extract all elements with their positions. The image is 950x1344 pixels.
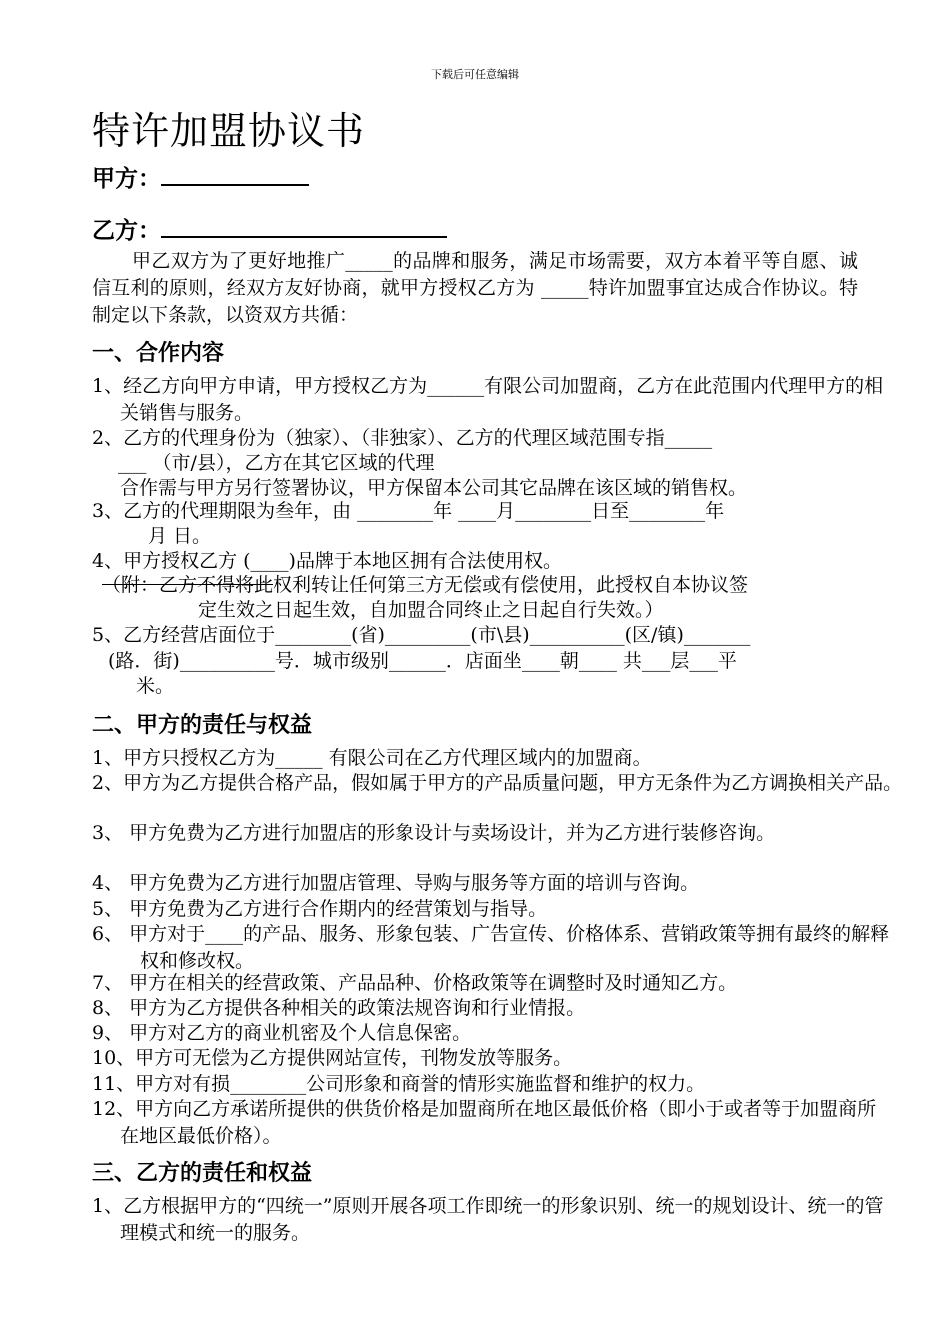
intro-paragraph: 甲乙双方为了更好地推广_____的品牌和服务，满足市场需要，双方本着平等自愿、诚信互利的原则，经双方友好协商，就甲方授权乙方为 _____特许加盟事宜达成合作协议。特制定以下条款，以资双方共循： — [92, 250, 858, 326]
document-title: 特许加盟协议书 — [92, 109, 366, 153]
s1-item-2-line-3: 合作需与甲方另行签署协议，甲方保留本公司其它品牌在该区域的销售权。 — [120, 477, 748, 499]
s1-note-line-2: 定生效之日起生效，自加盟合同终止之日起自行失效。） — [198, 599, 664, 621]
s2-item-1: 1、甲方只授权乙方为_____ 有限公司在乙方代理区域内的加盟商。 — [92, 747, 652, 769]
s2-item-11: 11、甲方对有损________公司形象和商誉的情形实施监督和维护的权力。 — [92, 1073, 706, 1095]
s3-item-1: 1、乙方根据甲方的“四统一”原则开展各项工作即统一的形象识别、统一的规划设计、统一的管理模式和统一的服务。 — [92, 1195, 884, 1244]
section-1-heading: 一、合作内容 — [92, 341, 225, 366]
section-3-heading: 三、乙方的责任和权益 — [92, 1161, 313, 1186]
s2-item-9: 9、 甲方对乙方的商业机密及个人信息保密。 — [92, 1022, 472, 1044]
s2-item-4: 4、 甲方免费为乙方进行加盟店管理、导购与服务等方面的培训与咨询。 — [92, 872, 700, 894]
s1-note-text: 权利转让任何第三方无偿或有偿使用，此授权自本协议签 — [273, 574, 749, 596]
s1-item-3-line-2: 月 日。 — [148, 525, 212, 547]
party-b-blank — [161, 214, 447, 238]
party-b-line — [92, 212, 447, 245]
party-a-label: 甲方： — [92, 166, 161, 192]
s1-item-1: 1、经乙方向甲方申请，甲方授权乙方为______有限公司加盟商，乙方在此范围内代理甲方的相关销售与服务。 — [92, 375, 884, 424]
s2-item-2: 2、甲方为乙方提供合格产品，假如属于甲方的产品质量问题，甲方无条件为乙方调换相关产品。 — [92, 772, 903, 794]
s1-item-5-line-3: 米。 — [136, 675, 175, 697]
s2-item-3: 3、 甲方免费为乙方进行加盟店的形象设计与卖场设计，并为乙方进行装修咨询。 — [92, 822, 776, 844]
s2-item-5: 5、 甲方免费为乙方进行合作期内的经营策划与指导。 — [92, 898, 548, 920]
party-b-label: 乙方： — [92, 218, 161, 244]
party-a-line — [92, 160, 309, 193]
s1-item-2-line-1: 2、乙方的代理身份为（独家）、（非独家）、乙方的代理区域范围专指_____ — [92, 427, 713, 449]
header-note: 下载后可任意编辑 — [431, 68, 519, 81]
s1-item-4: 4、甲方授权乙方 (____)品牌于本地区拥有合法使用权。 — [92, 550, 562, 572]
s2-item-12: 12、甲方向乙方承诺所提供的供货价格是加盟商所在地区最低价格（即小于或者等于加盟商所在地区最低价格）。 — [92, 1098, 877, 1147]
s1-item-5-line-2: (路．街)__________号．城市级别______．店面坐____朝____ 共___层___平 — [108, 650, 737, 672]
s1-note-line-1 — [102, 572, 868, 599]
section-2-heading: 二、甲方的责任与权益 — [92, 713, 313, 738]
s1-item-5-line-1: 5、乙方经营店面位于________(省)_________(市\县)__________(区/镇)_______ — [92, 624, 751, 646]
s2-item-7: 7、 甲方在相关的经营政策、产品品种、价格政策等在调整时及时通知乙方。 — [92, 972, 738, 994]
s1-item-2-line-2: ___ （市/县），乙方在其它区域的代理 — [118, 452, 435, 474]
s2-item-10: 10、甲方可无偿为乙方提供网站宣传，刊物发放等服务。 — [92, 1047, 573, 1069]
s2-item-6: 6、 甲方对于____的产品、服务、形象包装、广告宣传、价格体系、营销政策等拥有最终的解释权和修改权。 — [92, 923, 890, 972]
s1-note-struck-text: （附：乙方不得将此 — [102, 574, 274, 596]
party-a-blank — [161, 162, 309, 186]
s2-item-8: 8、 甲方为乙方提供各种相关的政策法规咨询和行业情报。 — [92, 997, 586, 1019]
s1-item-3-line-1: 3、乙方的代理期限为叁年，由 ________年 ____月________日至________年 — [92, 500, 725, 522]
